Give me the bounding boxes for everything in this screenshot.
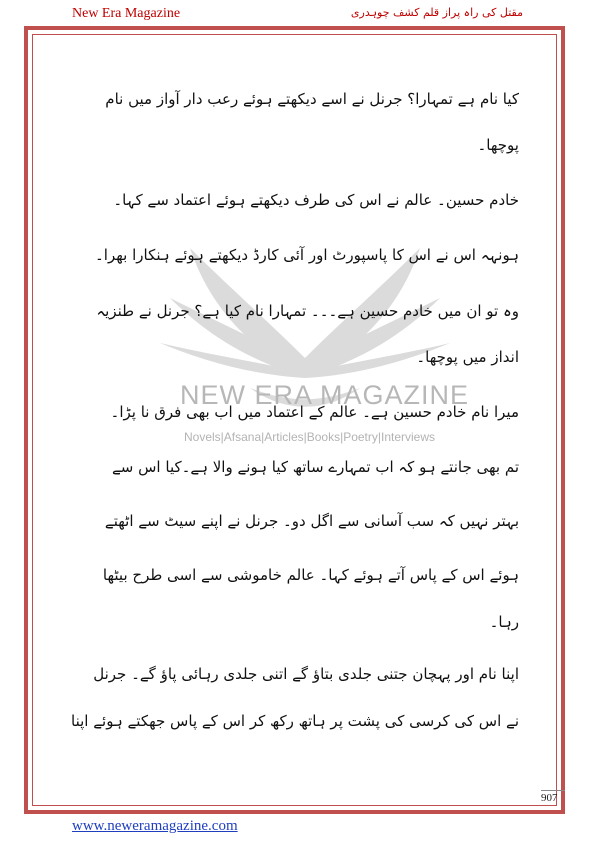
body-line: اپنا نام اور پہچان جتنی جلدی بتاؤ گے اتنی جلدی رہائی پاؤ گے۔ جرنل <box>93 665 519 683</box>
page-number: 907 <box>541 792 558 804</box>
body-line: بہتر نہیں کہ سب آسانی سے اگل دو۔ جرنل نے اپنے سیٹ سے اٹھتے <box>104 512 519 530</box>
body-line: پوچھا۔ <box>477 136 519 154</box>
body-line: انداز میں پوچھا۔ <box>416 348 519 366</box>
body-line: کیا نام ہے تمہارا؟ جرنل نے اسے دیکھتے ہوئے رعب دار آواز میں نام <box>105 90 519 108</box>
website-link[interactable]: www.neweramagazine.com <box>72 818 238 834</box>
body-line: نے اس کی کرسی کی پشت پر ہاتھ رکھ کر اس کے پاس جھکتے ہوئے اپنا <box>71 712 519 730</box>
body-line: رہا۔ <box>489 613 519 631</box>
body-line: وہ تو ان میں خادم حسین ہے۔۔۔ تمہارا نام کیا ہے؟ جرنل نے طنزیہ <box>96 302 519 320</box>
body-line: ہونہہ اس نے اس کا پاسپورٹ اور آئی کارڈ دیکھتے ہوئے ہنکارا بھرا۔ <box>95 246 519 264</box>
watermark-subtitle: Novels|Afsana|Articles|Books|Poetry|Interviews <box>184 430 436 444</box>
body-line: خادم حسین۔ عالم نے اس کی طرف دیکھتے ہوئے اعتماد سے کہا۔ <box>113 191 519 209</box>
magazine-name: New Era Magazine <box>72 6 181 21</box>
page-number-rule <box>541 790 565 791</box>
body-line: میرا نام خادم حسین ہے۔ عالم کے اعتماد میں اب بھی فرق نا پڑا۔ <box>110 403 519 421</box>
title-author: مقتل کی راہ پراز قلم کشف چوہدری <box>350 6 523 19</box>
body-line: تم بھی جانتے ہو کہ اب تمہارے ساتھ کیا ہونے والا ہے۔کیا اس سے <box>112 458 519 476</box>
body-line: ہوئے اس کے پاس آتے ہوئے کہا۔ عالم خاموشی سے اسی طرح بیٹھا <box>102 566 519 584</box>
watermark-title: NEW ERA MAGAZINE <box>180 380 470 410</box>
